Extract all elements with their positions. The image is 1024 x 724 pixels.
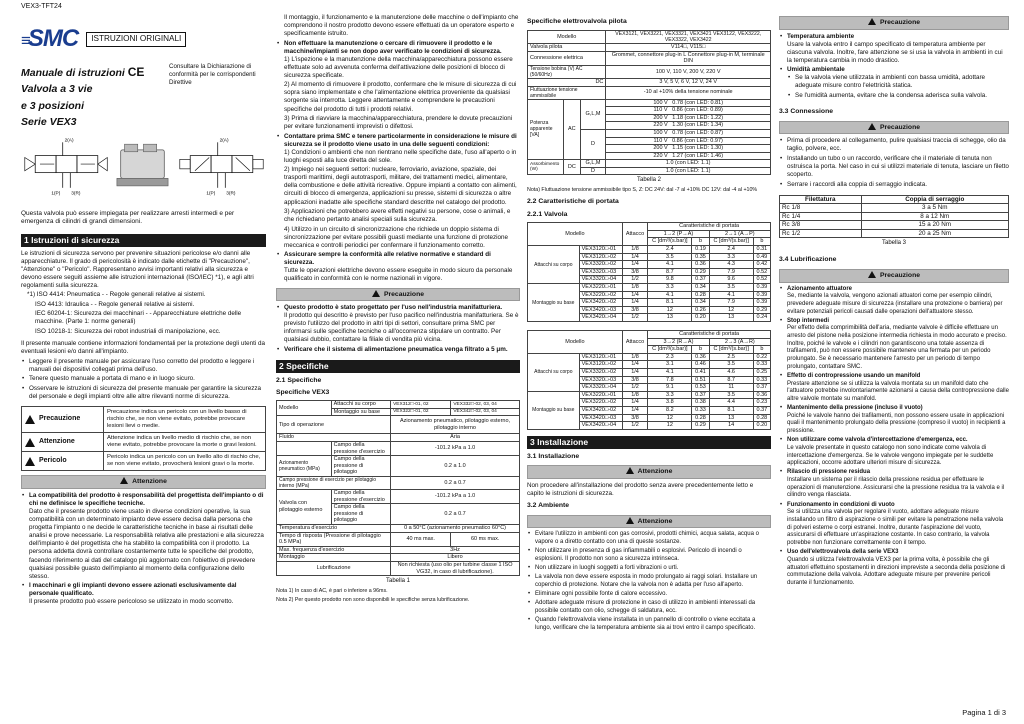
section-1-heading: 1 Istruzioni di sicurezza	[21, 234, 266, 247]
value-cell: 12	[709, 306, 753, 314]
model-cell: VEX3220□-02	[579, 399, 622, 407]
value-cell: 0.31	[753, 246, 770, 254]
value-cell: 0.37	[753, 406, 770, 414]
value-cell: 1/4	[622, 253, 647, 261]
value-cell: 3/8	[622, 268, 647, 276]
value-cell: 1/4	[622, 299, 647, 307]
warning-triangle-icon	[25, 438, 35, 447]
model-cell: VEX3320□-03	[579, 268, 622, 276]
value-cell: 0.37	[692, 276, 709, 284]
env-precaution-list: • Temperatura ambiente Usare la valvola entro il campo specificato di temperatura ambiente per ciascuna valvola. Inoltre, fare attenzione se si usa la valvola in ambienti in cui la temperatura cambia in modo drastico. • Umidità ambientale • Se la valvola viene utilizzata in ambienti con bassa umidità, adottare adeguate misure contro l'elettricità statica. • Se l'umidità aumenta, evitare che la condensa aderisca sulla valvola.	[779, 33, 1009, 100]
value-cell: 4.6	[709, 368, 753, 376]
table-1-caption: Tabella 1	[385, 578, 411, 585]
value-cell: 3.5	[709, 284, 753, 292]
value-cell: 0.26	[692, 306, 709, 314]
value-cell: 0.25	[753, 368, 770, 376]
model-cell: VEX3420□-04	[579, 422, 622, 430]
svg-text:1(P): 1(P)	[51, 191, 61, 197]
model-cell: VEX3420□-02	[579, 406, 622, 414]
conformity-note: Consultare la Dichiarazione di conformità per le corrispondenti Direttive	[169, 62, 256, 86]
value-cell: 8.7	[648, 268, 692, 276]
value-cell: 8.1	[709, 406, 753, 414]
value-cell: 8.7	[709, 376, 753, 384]
value-cell: 0.53	[692, 384, 709, 392]
warning-triangle-icon	[25, 415, 35, 424]
maintenance-list: • Non effettuare la manutenzione o cercare di rimuovere il prodotto e le macchine/impianti se non dopo aver verificato le condizioni di sicurezza. 1) L'ispezione e la manutenzione della macchina/apparecchiatura possono essere effettuate solo ad avvenuta conferma dell'attivazione delle posizioni di blocco di sicurezza specificate. 2) Al momento di rimuovere il prodotto, confermare che le misure di sicurezza di cui sopra siano implementate e che l'alimentazione elettrica proveniente da qualsiasi sorgente sia interrotta. Leggere attentamente e comprendere le precauzioni specifiche del prodotto di tutti i prodotti relativi. 3) Prima di riavviare la macchina/apparecchiatura, prendere le dovute precauzioni per evitare funzionamenti imprevisti o difettosi. • Contattare prima SMC e tenere particolarmente in considerazione le misure di sicurezza se il prodotto viene usato in una delle seguenti condizioni: 1) Condizioni o ambienti che non rientrano nelle specifiche date, l'uso all'aperto o in luoghi esposti alla luce diretta del sole. 2) Impiego nei seguenti settori: nucleare, ferroviario, aviazione, spaziale, dei trasporti marittimi, degli autotrasporti, militare, dei trattamenti medici, alimentare, della combustione e delle attività ricreative. Oppure impianti a contatto con alimenti, circuiti di blocco di emergenza, applicazioni su presse, sistemi di sicurezza o altre applicazioni inadatte alle specifiche standard descritte nel catalogo del prodotto. 3) Applicazioni che potrebbero avere effetti negativi su persone, cose o animali, e che richiedano pertanto analisi speciali sulla sicurezza. 4) Utilizzo in un circuito di sincronizzazione che richiede un doppio sistema di sincronizzazione per evitare possibili guasti mediante una funzione di protezione meccanica e controlli periodici per confermare il funzionamento corretto. • Assicurare sempre la conformità alle relative normative e standard di sicurezza. Tutte le operazioni elettriche devono essere eseguite in modo sicuro da personale qualificato in conformità con le norme nazionali in vigore.	[276, 40, 520, 284]
s1-para: Le istruzioni di sicurezza servono per prevenire situazioni pericolose e/o danni alle apparecchiature. Il grado di pericolosità è indicato dalle etichette di "Precauzione", "Attenzione" o "Pericolo". Rappresentano avvisi importanti relativi alla sicurezza e devono essere seguiti assieme alle istruzioni internazionali (ISO/IEC) *1), e agli altri regolamenti sulla sicurezza.	[21, 249, 254, 289]
value-cell: 1/2	[622, 314, 647, 322]
value-cell: 4.1	[648, 368, 692, 376]
value-cell: 7.8	[648, 376, 692, 384]
value-cell: 0.52	[753, 268, 770, 276]
value-cell: 8.1	[648, 299, 692, 307]
valve-symbol-1-icon	[21, 133, 111, 199]
value-cell: 1/4	[622, 368, 647, 376]
value-cell: 1/4	[622, 399, 647, 407]
attenzione-bar-31: Attenzione	[527, 465, 771, 479]
original-instructions-box: ISTRUZIONI ORIGINALI	[86, 32, 186, 47]
warning-triangle-icon	[868, 271, 876, 278]
spec-title: Specifiche VEX3	[276, 388, 330, 396]
value-cell: 4.3	[709, 261, 753, 269]
section-2-heading: 2 Specifiche	[276, 360, 520, 373]
row-group-label: Montaggio su base	[528, 284, 580, 322]
value-cell: 0.33	[753, 361, 770, 369]
standards-list: *1) ISO 4414: Pneumatica - - Regole generali relative ai sistemi. ISO 4413: Idraulica - - Regole generali relative ai sistemi. IEC 60204-1: Sicurezza dei macchinari - - Apparecchiature elettriche delle macchine. (Parte 1: norme generali) ISO 10218-1: Sicurezza dei robot industriali di manipolazione, ecc.	[27, 291, 242, 336]
s22-heading: 2.2 Caratteristiche di portata	[527, 197, 619, 205]
value-cell: 4.4	[709, 399, 753, 407]
value-cell: 13	[709, 314, 753, 322]
svg-text:1(P): 1(P)	[206, 191, 216, 197]
value-cell: 1/2	[622, 422, 647, 430]
model-cell: VEX3120□-01	[579, 353, 622, 361]
value-cell: 2.3	[648, 353, 692, 361]
table-row	[528, 391, 771, 399]
value-cell: 1/8	[622, 246, 647, 254]
model-cell: VEX3220□-01	[579, 284, 622, 292]
value-cell: 0.36	[753, 391, 770, 399]
attenzione-bar: Attenzione	[21, 475, 266, 489]
title-block	[21, 24, 266, 55]
row-group-label: Attacchi su corpo	[528, 246, 580, 284]
precauzione-bar-lub: Precauzione	[779, 269, 1009, 283]
s1-para-2: Il presente manuale contiene informazioni fondamentali per la protezione degli utenti da eventuali lesioni e/o danni all'impianto.	[21, 340, 265, 356]
column-1	[21, 14, 266, 714]
model-cell: VEX3320□-02	[579, 368, 622, 376]
model-cell: VEX3320□-02	[579, 261, 622, 269]
value-cell: 1/8	[622, 284, 647, 292]
valve-symbol-2-icon	[176, 133, 266, 199]
value-cell: 0.22	[753, 353, 770, 361]
page-number: Pagina 1 di 3	[962, 708, 1006, 718]
attenzione-list: • La compatibilità del prodotto è responsabilità del progettista dell'impianto o di chi ne definisce le specifiche tecniche. Dato che il presente prodotto viene usato in diverse condizioni operative, la sua compatibilità con un determinato impianto deve essere decisa dalla persona che progetta l'impianto o ne decide le caratteristiche tecniche in base ai risultati delle analisi e prove necessarie. La responsabilità relativa alle prestazioni e alla sicurezza dell'impianto è del progettista che ha stabilito la compatibilità con il prodotto. La persona addetta dovrà controllare costantemente tutte le specifiche del prodotto, facendo riferimento ai dati del catalogo più aggiornato con l'obiettivo di prevedere qualsiasi possibile guasto dell'impianto al momento della configurazione dello stesso. • I macchinari e gli impianti devono essere azionati esclusivamente dal personale qualificato. Il presente prodotto può essere pericoloso se utilizzato in modo scorretto.	[21, 492, 266, 606]
warning-triangle-icon	[25, 457, 35, 466]
warning-triangle-icon	[120, 477, 128, 484]
environment-list: • Evitare l'utilizzo in ambienti con gas corrosivi, prodotti chimici, acqua salata, acqua o vapore o a diretto contatto con una di queste sostanze. • Non utilizzare in presenza di gas infiammabili o esplosivi. Pericolo di incendi o esplosioni. Il prodotto non sono a sicurezza intrinseca. • Non utilizzare in luoghi soggetti a forti vibrazioni o urti. • La valvola non deve essere esposta in modo prolungato ai raggi solari. Installare un coperchio di protezione. Notare che la valvola non è adatta per l'uso all'aperto. • Eliminare ogni possibile fonte di calore eccessivo. • Adottare adeguate misure di protezione in caso di utilizzo in ambienti interessati da possibile contatto con olio, schegge di saldatura, ecc. • Quando l'elettrovalvola viene installata in un pannello di controllo o viene eccitata a lungo, verificare che la temperatura ambiente sia ai trovi entro il campo specificato.	[527, 531, 771, 632]
value-cell: 1/8	[622, 391, 647, 399]
warning-triangle-icon	[372, 290, 380, 297]
value-cell: 0.36	[692, 261, 709, 269]
value-cell: 3.8	[648, 399, 692, 407]
value-cell: 0.23	[753, 399, 770, 407]
value-cell: 4.1	[709, 291, 753, 299]
value-cell: 0.39	[753, 299, 770, 307]
valve-photo-icon	[115, 141, 172, 191]
ce-mark-icon: CE	[127, 64, 145, 79]
torque-table: Filettatura Coppia di serraggio Rc 1/8 3 a 5 Nm Rc 1/4 8 a 12 Nm Rc 3/8 15 a 20 Nm Rc 1/2 20 a 25 Nm	[779, 195, 1009, 239]
model-cell: VEX3220□-01	[579, 391, 622, 399]
value-cell: 1/2	[622, 384, 647, 392]
column-4	[779, 14, 1009, 714]
precauzione-bar: Precauzione	[276, 288, 520, 302]
value-cell: 0.34	[692, 299, 709, 307]
flow-table-1: Modello Attacco Caratteristiche di portata 1→2 (P→A) 2→1 (A→P) C [dm³/(s.bar)] b C [dm³/(s.bar)] b Attacchi su corpo VEX3120□-01 1/8 2.4 0.19 2.4 0.31 VEX3120□-02 1/4 3.5 0.35 3.3 0.49 VEX3320□-02 1/4 4.1 0.36 4.3 0.42 VEX3320□-03 3/8 8.7 0.29 7.9 0.52 VEX3320□-04 1/2 9.8 0.37 9.6 0.52 Montaggio su base VEX3220□-01 1/8 3.3 0.34 3.5 0.39 VEX3220□-02 1/4 4.1 0.28 4.1 0.39 VEX3420□-02 1/4 8.1 0.34 7.9 0.39 VEX3420□-03 3/8 12 0.26 12 0.29 VEX3420□-04 1/2 13 0.20 13 0.24	[527, 222, 771, 322]
lubrication-list: • Azionamento attuatore Se, mediante la valvola, vengono azionati attuatori come per esempio cilindri, prevedere adeguate misure di sicurezza (installare una protezione o barriera) per evitare potenziali pericoli causati dalle operazioni dell'attuatore stesso. • Stop intermedi Per effetto della comprimibilità dell'aria, mediante valvole è difficile effettuare un arresto del pistone nella posizione intermedia richiesta in modo accurato e preciso. Inoltre, poiché le valvole e i cilindri non garantiscono una totale assenza di trafilamenti, può non essere possibile mantenere una fermata per un periodo prolungato. Se è necessario mantenere l'arresto per un periodo di tempo prolungato, contattare SMC. • Effetto di contropressione usando un manifold Prestare attenzione se si utilizza la valvola montata su un manifold dato che l'attuatore potrebbe involontariamente azionarsi a causa della contropressione dalle altre valvole montate su manifold. • Mantenimento della pressione (incluso il vuoto) Poiché le valvole hanno dei trafilamenti, non possono essere usate in applicazioni quali il mantenimento prolungato della pressione (compreso il vuoto) in recipienti a pressione. • Non utilizzare come valvola d'intercettazione d'emergenza, ecc. Le valvole presentate in questo catalogo non sono indicate come valvola di intercettazione d'emergenza. Se le valvole vengono impiegate per le suddette applicazioni, occorre adottare ulteriori misure di sicurezza. • Rilascio di pressione residua Installare un sistema per il rilascio della pressione residua per effettuare le operazioni di manutenzione. Assicurarsi che la pressione residua tra la valvola e il cilindro venga rilasciata. • Funzionamento in condizioni di vuoto Se si utilizza una valvola per regolare il vuoto, adottare adeguate misure installando un filtro di aspirazione o simili per evitare la penetrazione nella valvola di polveri esterne o corpi estranei. Inoltre, durante l'aspirazione del vuoto, assicurarsi di effettuare un'aspirazione costante. In caso contrario, la valvola potrebbe non funzionare correttamente con il tempo. • Uso dell'elettrovalvola della serie VEX3 Quando si utilizza l'elettrovalvola VEX3 per la prima volta, è possibile che gli attuatori effettuino spostamenti in direzioni impreviste a seconda della posizione di commutazione della valvola. Adottare adeguate misure per prevenire pericoli durante il funzionamento.	[779, 286, 1009, 588]
precauzione-list: • Questo prodotto è stato progettato per l'uso nell'industria manifatturiera. Il prodotto qui descritto è previsto per l'uso pacifico nell'industria manifatturiera. Se è previsto l'utilizzo del prodotto in altri tipi di settori, consultare prima SMC per informarsi sulle specifiche tecniche o all'occorrenza stipulare un contratto. Per qualsiasi dubbio, contattare la filiale di vendita più vicina. • Verificare che il sistema di alimentazione pneumatica venga filtrato a 5 μm.	[276, 304, 520, 354]
value-cell: 12	[648, 422, 692, 430]
table-row	[528, 246, 771, 254]
warning-triangle-icon	[626, 467, 634, 474]
value-cell: 12	[648, 306, 692, 314]
value-cell: 3.1	[648, 361, 692, 369]
s221-heading: 2.2.1 Valvola	[527, 210, 568, 218]
model-cell: VEX3320□-03	[579, 376, 622, 384]
value-cell: 2.4	[709, 246, 753, 254]
value-cell: 7.9	[709, 299, 753, 307]
warning-triangle-icon	[626, 517, 634, 524]
value-cell: 0.28	[753, 414, 770, 422]
value-cell: 0.29	[692, 268, 709, 276]
value-cell: 3/8	[622, 376, 647, 384]
s33-heading: 3.3 Connessione	[779, 108, 834, 116]
svg-text:2(A): 2(A)	[64, 138, 74, 144]
value-cell: 0.20	[753, 422, 770, 430]
value-cell: 14	[709, 422, 753, 430]
value-cell: 3/8	[622, 306, 647, 314]
value-cell: 1/4	[622, 291, 647, 299]
value-cell: 3.3	[709, 253, 753, 261]
value-cell: 0.28	[692, 414, 709, 422]
value-cell: 1/4	[622, 361, 647, 369]
signal-word-table: Precauzione Precauzione indica un pericolo con un livello basso di rischio che, se non viene evitato, potrebbe provocare lesioni lievi o medie. Attenzione Attenzione indica un livello medio di rischio che, se non viene evitato, potrebbe provocare la morte o gravi lesioni. Pericolo Pericolo indica un pericolo con un livello alto di rischio che, se non viene evitato, provocherà lesioni gravi o la morte.	[21, 406, 266, 472]
spec-note-2: Nota 2) Per questo prodotto non sono disponibili le specifiche senza lubrificazione.	[276, 596, 470, 603]
value-cell: 4.1	[648, 291, 692, 299]
model-cell: VEX3320□-04	[579, 276, 622, 284]
value-cell: 13	[709, 414, 753, 422]
value-cell: 1/4	[622, 406, 647, 414]
value-cell: 0.51	[692, 376, 709, 384]
value-cell: 3.3	[648, 391, 692, 399]
warning-triangle-icon	[868, 18, 876, 25]
pilot-title: Specifiche elettrovalvola pilota	[527, 18, 627, 25]
precauzione-bar-env: Precauzione	[779, 16, 1009, 30]
value-cell: 0.39	[753, 291, 770, 299]
model-cell: VEX3420□-04	[579, 314, 622, 322]
model-cell: VEX3220□-02	[579, 291, 622, 299]
value-cell: 0.39	[753, 284, 770, 292]
value-cell: 0.29	[692, 422, 709, 430]
flow-table-2: Modello Attacco Caratteristiche di portata 3→2 (R→A) 2→3 (A→R) C [dm³/(s.bar)] b C [dm³/(s.bar)] b Attacchi su corpo VEX3120□-01 1/8 2.3 0.36 2.5 0.22 VEX3120□-02 1/4 3.1 0.46 3.5 0.33 VEX3320□-02 1/4 4.1 0.41 4.6 0.25 VEX3320□-03 3/8 7.8 0.51 8.7 0.33 VEX3320□-04 1/2 9.1 0.53 11 0.37 Montaggio su base VEX3220□-01 1/8 3.3 0.37 3.5 0.36 VEX3220□-02 1/4 3.8 0.38 4.4 0.23 VEX3420□-02 1/4 8.2 0.33 8.1 0.37 VEX3420□-03 3/8 12 0.28 13 0.28 VEX3420□-04 1/2 12 0.29 14 0.20	[527, 330, 771, 430]
value-cell: 4.1	[648, 261, 692, 269]
value-cell: 0.37	[753, 384, 770, 392]
s32-heading: 3.2 Ambiente	[527, 502, 570, 510]
table-2-note: Nota) Fluttuazione tensione ammissibile tipo S, Z: DC 24V: dal -7 al +10% DC 12V: dal -4 al +10%	[527, 187, 758, 194]
table-row	[528, 284, 771, 292]
svg-text:2(A): 2(A)	[219, 138, 229, 144]
value-cell: 0.49	[753, 253, 770, 261]
value-cell: 1/4	[622, 261, 647, 269]
table-2-caption: Tabella 2	[636, 177, 662, 184]
value-cell: 0.33	[753, 376, 770, 384]
row-group-label: Attacchi su corpo	[528, 353, 580, 391]
section-3-heading: 3 Installazione	[527, 436, 771, 449]
value-cell: 12	[648, 414, 692, 422]
value-cell: 0.52	[753, 276, 770, 284]
value-cell: 9.1	[648, 384, 692, 392]
model-cell: VEX3420□-03	[579, 306, 622, 314]
spec-table: Modello Attacchi su corpo VEX312□-01, 02 VEX332□-02, 03, 04 Montaggio su base VEX322□-01, 02 VEX342□-02, 03, 04 Tipo di operazione Azionamento pneumatico, pilotaggio esterno, pilotaggio interno Fluido Aria Campo della pressione d'esercizio -101.2 kPa a 1.0 Azionamento pneumatico (MPa) Campo della pressione di pilotaggio 0.2 a 1.0 Campo pressione di esercizio per pilotaggio interno (MPa) 0.2 a 0.7 Valvola con pilotaggio esterno Campo della pressione d'esercizio -101.2 kPa a 1.0 Campo della pressione di pilotaggio 0.2 a 0.7 Temperatura d'esercizio 0 a 50°C (azionamento pneumatico 60°C) Tempo di risposta (Pressione di pilotaggio 0.5 MPa) 40 ms max. 60 ms max. Max. frequenza d'esercizio 3Hz Montaggio Libero Lubrificazione Non richiesta (uso olio per turbine classe 1 ISO VG32, in caso di lubrificazione).	[276, 400, 520, 576]
model-cell: VEX3120□-01	[579, 246, 622, 254]
value-cell: 0.33	[692, 406, 709, 414]
value-cell: 0.41	[692, 368, 709, 376]
value-cell: 2.5	[709, 353, 753, 361]
precauzione-bar-conn: Precauzione	[779, 121, 1009, 135]
model-cell: VEX3320□-04	[579, 384, 622, 392]
spec-note-1: Nota 1) In caso di AC, è pari o inferiore a 96ms.	[276, 587, 388, 594]
svg-text:3(R): 3(R)	[226, 191, 236, 197]
pilot-spec-table: Modello VEX3121, VEX3221, VEX3321, VEX3421 VEX3122, VEX3222, VEX3322, VEX3422 Valvola pilota V114□, V115□ Connessione elettrica Grommet, connettore plug-in L Connettore plug-in M, terminale DIN Tensione bobina (V) AC (50/60Hz) 100 V, 110 V, 200 V, 220 V DC 3 V, 5 V, 6 V, 12 V, 24 V Fluttuazione tensione ammissibile -10 al +10% della tensione nominale Potenza apparente [VA] AC G,L,M 100 V 0.78 (con LED: 0.81) 110 V 0.86 (con LED: 0.89) 200 V 1.18 (con LED: 1.22) 220 V 1.30 (con LED: 1.34) D 100 V 0.78 (con LED: 0.87) 110 V 0.86 (con LED: 0.97) 200 V 1.15 (con LED: 1.30) 220 V 1.27 (con LED: 1.46) Assorbimento (W) DC G,L,M 1.0 (con LED: 1.1) D 1.0 (con LED: 1.1)	[527, 30, 771, 176]
value-cell: 3.5	[709, 391, 753, 399]
value-cell: 0.35	[692, 253, 709, 261]
table-row	[528, 353, 771, 361]
model-cell: VEX3120□-02	[579, 361, 622, 369]
column-2	[276, 14, 520, 714]
value-cell: 7.9	[709, 268, 753, 276]
value-cell: 3.5	[709, 361, 753, 369]
value-cell: 0.46	[692, 361, 709, 369]
valve-symbols	[21, 130, 266, 202]
value-cell: 8.2	[648, 406, 692, 414]
value-cell: 0.29	[753, 306, 770, 314]
warning-triangle-icon	[868, 123, 876, 130]
value-cell: 9.8	[648, 276, 692, 284]
value-cell: 11	[709, 384, 753, 392]
model-cell: VEX3420□-03	[579, 414, 622, 422]
manual-title: Manuale di istruzioni CE Valvola a 3 vie e 3 posizioni Serie VEX3	[21, 64, 145, 128]
connection-list: • Prima di procedere al collegamento, pulire qualsiasi traccia di schegge, olio da taglio, polvere, ecc. • Installando un tubo o un raccordo, verificare che il materiale di tenuta non ostruisca la porta. Nel caso in cui si utilizzi materiale di tenuta, lasciare un filetto scoperto. • Serrare i raccordi alla coppia di serraggio indicata.	[779, 137, 1009, 188]
value-cell: 2.4	[648, 246, 692, 254]
value-cell: 13	[648, 314, 692, 322]
s34-heading: 3.4 Lubrificazione	[779, 256, 837, 264]
smc-logo: ≡SMC	[21, 25, 79, 52]
model-cell: VEX3420□-02	[579, 299, 622, 307]
title-row	[21, 63, 266, 130]
operator-text: Il montaggio, il funzionamento e la manutenzione delle macchine o dell'impianto che comprendono il nostro prodotto devono essere effettuati da un operatore esperto e specificamente istruito.	[284, 14, 519, 38]
value-cell: 9.6	[709, 276, 753, 284]
value-cell: 3.3	[648, 284, 692, 292]
value-cell: 0.20	[692, 314, 709, 322]
attenzione-bar-32: Attenzione	[527, 515, 771, 529]
value-cell: 0.34	[692, 284, 709, 292]
value-cell: 3.5	[648, 253, 692, 261]
s1-list: • Leggere il presente manuale per assicurare l'uso corretto del prodotto e leggere i manuali dei dispositivi collegati prima dell'uso. • Tenere questo manuale a portata di mano e in luogo sicuro. • Osservare le istruzioni di sicurezza del presente manuale per garantire la sicurezza del personale e degli impianti oltre alle altre rilevanti norme di sicurezza.	[21, 358, 266, 401]
value-cell: 3/8	[622, 414, 647, 422]
row-group-label: Montaggio su base	[528, 391, 580, 429]
value-cell: 0.42	[753, 261, 770, 269]
table-3-caption: Tabella 3	[881, 240, 907, 247]
column-3	[527, 14, 771, 714]
svg-text:3(R): 3(R)	[71, 191, 81, 197]
value-cell: 0.37	[692, 391, 709, 399]
value-cell: 0.24	[753, 314, 770, 322]
value-cell: 1/8	[622, 353, 647, 361]
value-cell: 0.28	[692, 291, 709, 299]
value-cell: 0.36	[692, 353, 709, 361]
s31-heading: 3.1 Installazione	[527, 452, 580, 460]
value-cell: 0.19	[692, 246, 709, 254]
model-cell: VEX3120□-02	[579, 253, 622, 261]
s21-heading: 2.1 Specifiche	[276, 376, 322, 384]
value-cell: 0.38	[692, 399, 709, 407]
doc-header-code: VEX3-TFT24	[21, 3, 62, 10]
value-cell: 1/2	[622, 276, 647, 284]
s31-text: Non procedere all'installazione del prodotto senza avere precedentemente letto e capito le istruzioni di sicurezza.	[527, 481, 754, 498]
intro-text: Questa valvola può essere impiegata per realizzare arresti intermedi e per emergenza di cilindri di grandi dimensioni.	[21, 210, 235, 226]
